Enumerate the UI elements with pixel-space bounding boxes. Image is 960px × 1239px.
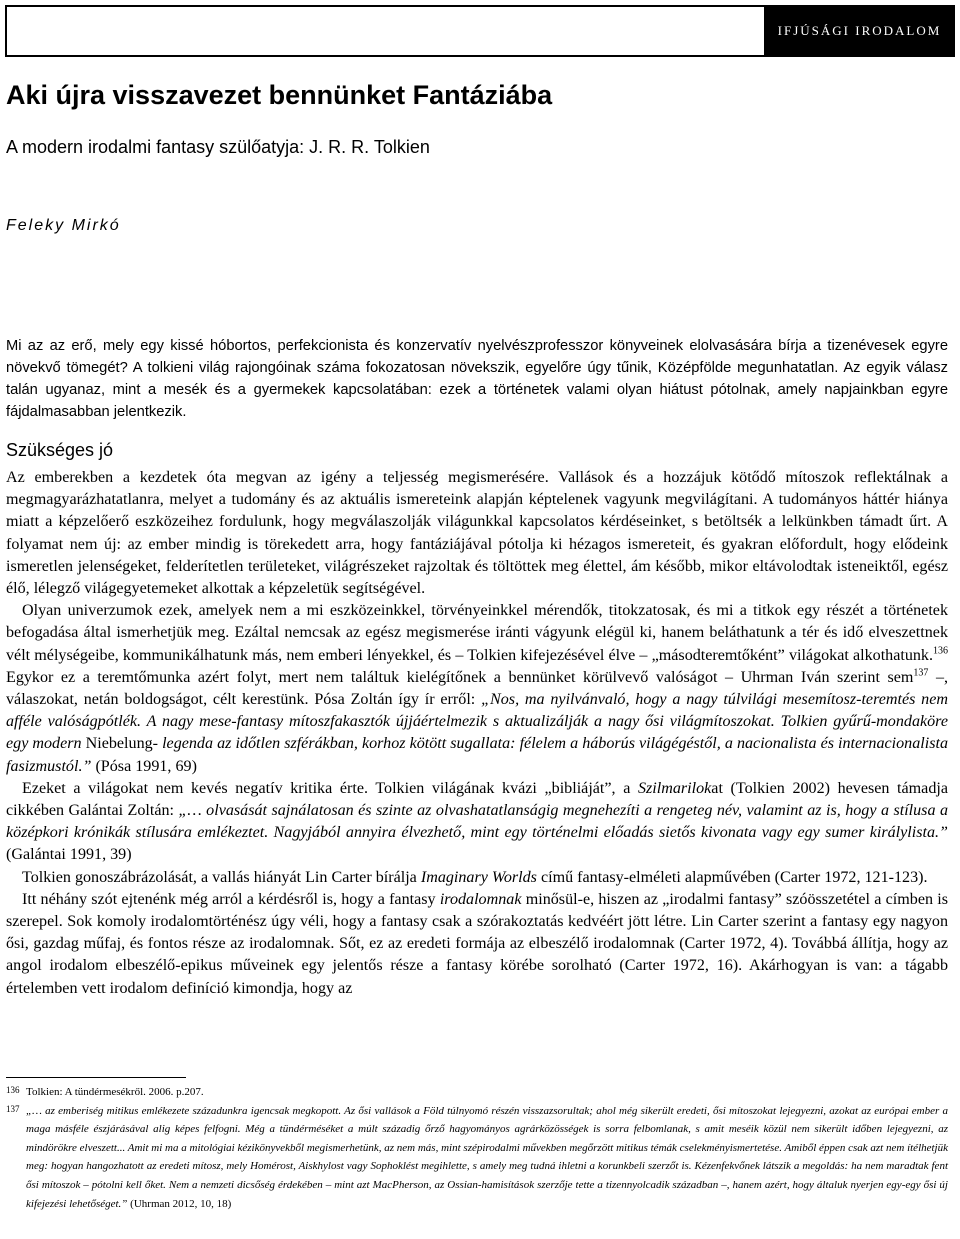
quote-text: „… olvasását sajnálatosan és szinte az olvashatatlanságig megnehezíti a rengeteg név, valamint az is, hogy a stílusa a középkori krónikák stílusára emlékeztet. Nagyjából annyira élvezhető, mint egy történelmi előadás sietős kivonata vagy egy sumer királylista.” (6, 802, 948, 842)
footnote-ref[interactable]: 136 (933, 645, 948, 657)
citation: (Galántai 1991, 39) (6, 846, 132, 864)
footnote-136 (6, 1083, 948, 1102)
article-lead: Mi az az erő, mely egy kissé hóbortos, perfekcionista és konzervatív nyelvészprofesszor könyveinek elolvasására bírja a tizenévesek egyre növekvő tömegét? A tolkieni világ rajongóinak száma fokozatosan növekszik, egyelőre úgy tűnik, Középfölde megunhatatlan. Az egyik válasz talán ugyanaz, mint a mesék és a gyermekek kapcsolatában: ezek a történetek valami olyan hiátust pótolnak, amely napjainkban egyre fájdalmasabban jelentkezik. (6, 338, 948, 420)
body-paragraph (6, 867, 948, 889)
article-subtitle: A modern irodalmi fantasy szülőatyja: J. R. R. Tolkien (6, 137, 430, 157)
footnotes (6, 1083, 948, 1213)
footnote-text: Tolkien: A tündérmesékről. 2006. p.207. (26, 1086, 204, 1098)
body-text: –, válaszokat, netán boldogságot, célt kerestünk. Pósa Zoltán így ír erről: (6, 668, 949, 709)
book-title: Szilmarilok (637, 779, 712, 797)
quote-text: - legenda az időtlen szférákban, korhoz kötött sugallata: félelem a háborús világégéstől, a nacionalista és internacionalista fasizmustól.” (6, 735, 949, 775)
section-header-bar (5, 5, 955, 57)
article-body (6, 467, 948, 1000)
body-text: minősül-e, hiszen az „irodalmi fantasy” szóösszetétel a címben is szerepel. Sok komoly irodalomtörténész úgy véli, hogy a fantasy csak a szórakoztatás kedvéért jött létre. Lin Carter szerint a fantasy egy nagyon ősi, gazdag műfaj, és fontos része az irodalomnak. Sőt, ez az eredeti formája az elbeszélő irodalomnak (Carter 1972, 4). Továbbá állítja, hogy az angol irodalom elbeszélő-epikus műveinek egy jelentős része a fantasy körébe sorolható (Carter 1972, 16). Akárhogyan is van: a tágabb értelemben vett irodalom definíció kimondja, hogy az (6, 890, 948, 997)
footnote-divider (6, 1077, 186, 1078)
body-paragraph: Az emberekben a kezdetek óta megvan az igény a teljesség megismerésére. Vallások és a hozzájuk kötődő mítoszok reflektálnak a megmagyarázhatatlanra, melyet a tudomány és az aktuális ismereteink alapján képtelenek vagyunk megvilágítani. A tudományos háttér hiánya miatt a képzelőerő eszközeihez fordulunk, hogy megválaszolják világunkkal kapcsolatos kérdéseinket, s betöltsék a lelkünkben támadt űrt. A folyamat nem új: az ember mindig is törekedett arra, hogy fantáziájával pótolja ki hézagos ismereteit, és gyakran előfordult, hogy elődeink ismeretlen jelenségeket, felderítetlen területeket, világrészeket rajzoltak és töltöttek meg élettel, ám később, mikor eltávolodtak isteneiktől, egész élő, lélegző világegyetemeket alkottak a képzeletük segítségével. (6, 469, 948, 598)
section-tag: IFJÚSÁGI IRODALOM (764, 5, 955, 57)
footnote-137 (6, 1102, 948, 1214)
body-text: Ezeket a világokat nem kevés negatív kritika érte. Tolkien világának kvázi „bibliáját”, a (22, 779, 631, 797)
body-text: Egykor ez a teremtőmunka azért folyt, mert nem találtuk kielégítőnek a bennünket körülvevő valóságot – Uhrman Iván szerint sem (6, 668, 914, 686)
emphasis-text: irodalomnak (439, 890, 522, 908)
footnote-text (26, 1102, 948, 1214)
body-text: című fantasy-elméleti alapművében (Carter 1972, 121-123). (540, 868, 928, 886)
body-paragraph (6, 600, 948, 778)
article-author: Feleky Mirkó (6, 217, 121, 234)
body-text: Tolkien gonoszábrázolását, a vallás hiányát Lin Carter bírálja (22, 868, 417, 886)
body-paragraph (6, 889, 948, 1000)
body-text: Itt néhány szót ejtenénk még arról a kérdésről is, hogy a fantasy (22, 890, 436, 908)
body-text: Niebelung (85, 735, 153, 753)
footnote-ref[interactable]: 137 (913, 667, 929, 679)
footnote-quote: „… az emberiség mitikus emlékezete századunkra igencsak megkopott. Az ősi vallások a Föld túlnyomó részén visszazsorultak; ahol még sikerült eredeti, ősi mítoszokat lejegyezni, azokat az európai ember a maga másféle észjárásával alig képes felfogni. Még a tündérméséket a múlt századig őrző hagyományos agrárközösségek is sorra felbomlanak, s amit meséik közül nem sikerült időben lejegyezni, az mindörökre elveszett... Amit mi ma a mitológiai kézikönyvekből megismerhetünk, az nem más, mint szépirodalmi művekben megőrzött mitikus témák cselekményismertetése. Amiből éppen csak azt nem ítélhetjük meg: hogyan hangozhatott az eredeti mítosz, mely Homérost, Aiskhylost vagy Sophoklést megihlette, s amely meg tudná ihletni a korunkbeli szerzőt is. Kézenfekvőnek látszik a megoldás: ha nem maradtak fent ősi mítoszok – pótolni kell őket. Nem a nemzeti dicsőség érdekében – mint azt MacPherson, az Ossian-hamisítások szerzője tette a tizennyolcadik században –, hanem azért, hogy általuk nyerjen egy-egy ősi új kifejezési lehetőséget.” (26, 1104, 948, 1210)
footnote-number: 136 (6, 1085, 20, 1095)
body-text: at (Tolkien 2002) hevesen támadja cikkében Galántai Zoltán: (6, 779, 948, 820)
book-title: Imaginary Worlds (420, 868, 537, 886)
quote-text: „Nos, ma nyilvánvaló, hogy a nagy túlvilági mesemítosz-teremtés nem afféle valóságpótlék. A nagy mese-fantasy mítoszfakasztók újjáértelmezik s aktualizálják a nagy ősi világmítoszokat. Tolkien gyűrű-mondaköre egy modern (6, 691, 948, 753)
article-title: Aki újra visszavezet bennünket Fantáziába (6, 80, 553, 110)
section-heading: Szükséges jó (6, 440, 114, 460)
citation: (Pósa 1991, 69) (95, 757, 197, 775)
body-paragraph (6, 778, 948, 867)
footnote-citation: (Uhrman 2012, 10, 18) (130, 1197, 232, 1210)
footnote-number: 137 (6, 1103, 20, 1114)
body-text: Olyan univerzumok ezek, amelyek nem a mi eszközeinkkel, törvényeinkkel mérendők, titokzatosak, és mi a titkok egy részét a történetek befogadása által ismerhetjük meg. Ezáltal nemcsak az egész megismerése iránti vágyunk elégül ki, hanem beláthatunk a tér és idő elveszettnek vélt mélységeibe, kommunikálhatunk más, nem emberi lényekkel, és – Tolkien kifejezésével élve – „másodteremtőként” világokat alkothatunk. (6, 602, 948, 664)
